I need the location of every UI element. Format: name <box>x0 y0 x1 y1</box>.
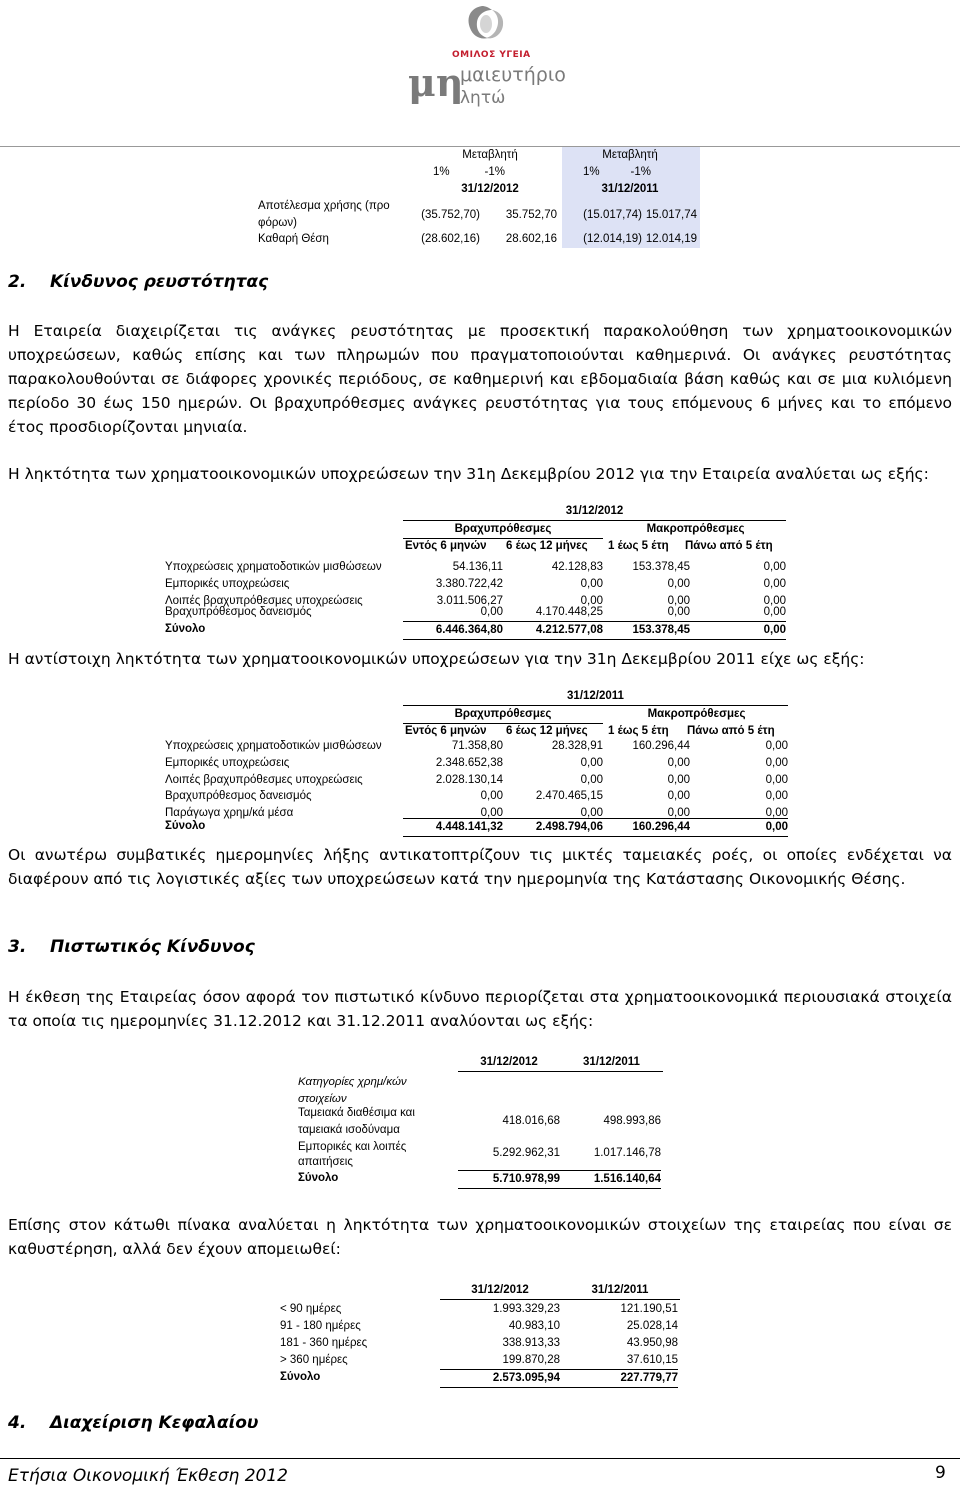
section-4-title: 4. Διαχείριση Κεφαλαίου <box>8 1413 259 1433</box>
mat2012-total-value: 4.212.577,08 <box>503 621 603 640</box>
mat2011-total-value: 0,00 <box>690 818 788 837</box>
overdue-total-value: 2.573.095,94 <box>440 1369 560 1388</box>
mat2012-col-header: Πάνω από 5 έτη <box>685 540 773 552</box>
mat2012-value: 3.011.506,27 <box>436 595 503 607</box>
mat2012-col-header: Εντός 6 μηνών <box>405 540 487 552</box>
mat2012-col-header: 1 έως 5 έτη <box>608 540 669 552</box>
mat2012-value: 4.170.448,25 <box>535 606 603 618</box>
mat2012-value: 0,00 <box>580 595 603 607</box>
credit-value: 418.016,68 <box>502 1115 560 1127</box>
logo-line1: μαιευτήριο <box>460 64 566 86</box>
mat2011-value: 0,00 <box>667 807 690 819</box>
credit-category-label: Κατηγορίες χρημ/κών <box>298 1076 407 1088</box>
mat2011-col-header: Εντός 6 μηνών <box>405 725 487 737</box>
mat2011-value: 0,00 <box>480 790 503 802</box>
section-3-paragraph-1: Η έκθεση της Εταιρείας όσον αφορά τον πιστωτικό κίνδυνο περιορίζεται στα χρηματοοικονομικά περιουσιακά στοιχεία τα οποία τις ημερομηνίες 31.12.2012 και 31.12.2011 αναλύονται ως εξής: <box>8 988 952 1030</box>
mat2011-row-label: Εμπορικές υποχρεώσεις <box>165 757 290 769</box>
mat2011-value: 0,00 <box>765 790 788 802</box>
logo-group-name: ΟΜΙΛΟΣ ΥΓΕΙΑ <box>452 50 531 60</box>
mat2012-row-label: Υποχρεώσεις χρηματοδοτικών μισθώσεων <box>165 561 382 573</box>
mat2012-total-value: 6.446.364,80 <box>403 621 503 640</box>
credit-row-label: Ταμειακά διαθέσιμα και <box>298 1107 415 1119</box>
mat2011-total-value: 4.448.141,32 <box>403 818 503 837</box>
sens-date-2011: 31/12/2011 <box>601 183 659 195</box>
section-2-title: 2. Κίνδυνος ρευστότητας <box>8 272 269 292</box>
mat2012-row-label: Εμπορικές υποχρεώσεις <box>165 578 290 590</box>
mat2012-short-header: Βραχυπρόθεσμες <box>403 521 603 539</box>
mat2012-value: 3.380.722,42 <box>435 578 503 590</box>
sens-value: (12.014,19) <box>583 233 642 245</box>
section-2-paragraph-2: Η ληκτότητα των χρηματοοικονομικών υποχρεώσεων την 31η Δεκεμβρίου 2012 για την Εταιρεία αναλύεται ως εξής: <box>8 465 929 483</box>
mat2012-value: 153.378,45 <box>632 561 690 573</box>
credit-value: 1.017.146,78 <box>593 1147 661 1159</box>
mat2012-value: 0,00 <box>580 578 603 590</box>
mat2012-value: 0,00 <box>763 561 786 573</box>
overdue-total-label: Σύνολο <box>280 1371 321 1383</box>
mat2012-value: 0,00 <box>763 606 786 618</box>
mat2011-value: 2.470.465,15 <box>535 790 603 802</box>
mat2011-value: 28.328,91 <box>551 740 603 752</box>
sens-value: 12.014,19 <box>645 233 697 245</box>
credit-total-label: Σύνολο <box>298 1172 339 1184</box>
logo-emblem-icon <box>400 0 570 50</box>
section-3-paragraph-2: Επίσης στον κάτωθι πίνακα αναλύεται η ληκτότητα των χρηματοοικονομικών στοιχείων της εταιρείας που είναι σε καθυστέρηση, αλλά δεν έχουν απομειωθεί: <box>8 1216 952 1258</box>
credit-value: 498.993,86 <box>603 1115 661 1127</box>
mat2012-value: 0,00 <box>763 578 786 590</box>
overdue-total-value: 227.779,77 <box>560 1369 678 1388</box>
mat2012-col-header: 6 έως 12 μήνες <box>506 540 588 552</box>
credit-date: 31/12/2011 <box>560 1054 663 1072</box>
mat2011-value: 0,00 <box>765 757 788 769</box>
sens-date-2012: 31/12/2012 <box>461 183 519 195</box>
footer-title: Ετήσια Οικονομική Έκθεση 2012 <box>8 1466 288 1486</box>
mat2012-value: 0,00 <box>667 578 690 590</box>
sens-value: (28.602,16) <box>421 233 480 245</box>
overdue-date: 31/12/2011 <box>560 1282 680 1300</box>
sens-pct: -1% <box>484 166 505 178</box>
mat2012-long-header: Μακροπρόθεσμες <box>646 523 745 535</box>
credit-category-label: στοιχείων <box>298 1093 347 1105</box>
mat2011-long-header: Μακροπρόθεσμες <box>647 708 746 720</box>
mat2011-row-label: Παράγωγα χρημ/κά μέσα <box>165 807 294 819</box>
mat2011-value: 2.348.652,38 <box>435 757 503 769</box>
sens-pct: 1% <box>583 166 600 178</box>
credit-row-label: Εμπορικές και λοιπές <box>298 1141 407 1153</box>
page-number: 9 <box>935 1463 946 1483</box>
credit-row-label: απαιτήσεις <box>298 1156 353 1168</box>
mat2012-value: 0,00 <box>667 595 690 607</box>
mat2011-total-value: 160.296,44 <box>603 818 690 837</box>
sens-row-label: Αποτέλεσμα χρήσης (προ <box>258 200 390 212</box>
sens-value: 35.752,70 <box>505 209 557 221</box>
overdue-value: 199.870,28 <box>502 1354 560 1366</box>
mat2011-short-header: Βραχυπρόθεσμες <box>403 706 603 724</box>
mat2011-col-header: Πάνω από 5 έτη <box>687 725 775 737</box>
mat2011-value: 160.296,44 <box>632 740 690 752</box>
sens-header-var-2011: Μεταβλητή <box>602 149 658 161</box>
mat2011-row-label: Λοιπές βραχυπρόθεσμες υποχρεώσεις <box>165 774 363 786</box>
sens-value: (35.752,70) <box>421 209 480 221</box>
mat2012-total-label: Σύνολο <box>165 623 206 635</box>
overdue-value: 121.190,51 <box>620 1303 678 1315</box>
credit-row-label: ταμειακά ισοδύναμα <box>298 1124 400 1136</box>
company-logo <box>400 0 570 115</box>
mat2011-value: 0,00 <box>580 757 603 769</box>
overdue-row-label: > 360 ημέρες <box>280 1354 348 1366</box>
mat2011-col-header: 6 έως 12 μήνες <box>506 725 588 737</box>
mat2012-value: 0,00 <box>763 595 786 607</box>
credit-exposure-table <box>295 1054 665 1189</box>
overdue-value: 338.913,33 <box>502 1337 560 1349</box>
overdue-date: 31/12/2012 <box>440 1282 560 1300</box>
mat2011-row-label: Βραχυπρόθεσμος δανεισμός <box>165 790 312 802</box>
footer-rule <box>0 1458 960 1459</box>
overdue-value: 43.950,98 <box>626 1337 678 1349</box>
mat2011-value: 0,00 <box>765 740 788 752</box>
logo-line2: λητώ <box>460 88 506 108</box>
sens-pct: 1% <box>433 166 450 178</box>
mat2012-value: 0,00 <box>667 606 690 618</box>
sens-value: 15.017,74 <box>645 209 697 221</box>
overdue-row-label: < 90 ημέρες <box>280 1303 342 1315</box>
mat2012-row-label: Λοιπές βραχυπρόθεσμες υποχρεώσεις <box>165 595 363 607</box>
overdue-value: 1.993.329,23 <box>492 1303 560 1315</box>
mat2011-date: 31/12/2011 <box>403 688 788 706</box>
mat2011-total-value: 2.498.794,06 <box>503 818 603 837</box>
overdue-value: 25.028,14 <box>626 1320 678 1332</box>
overdue-row-label: 181 - 360 ημέρες <box>280 1337 368 1349</box>
mat2011-row-label: Υποχρεώσεις χρηματοδοτικών μισθώσεων <box>165 740 382 752</box>
mat2012-value: 54.136,11 <box>452 561 503 573</box>
sens-value: 28.602,16 <box>505 233 557 245</box>
mat2011-value: 0,00 <box>765 807 788 819</box>
mat2011-value: 0,00 <box>667 774 690 786</box>
sens-row-label: φόρων) <box>258 217 297 229</box>
overdue-row-label: 91 - 180 ημέρες <box>280 1320 361 1332</box>
overdue-value: 37.610,15 <box>626 1354 678 1366</box>
section-2-paragraph-1: Η Εταιρεία διαχειρίζεται τις ανάγκες ρευστότητας με προσεκτική παρακολούθηση των χρηματοοικονομικών υποχρεώσεων, καθώς επίσης και των πληρωμών που πραγματοποιούνται καθημερινά. Οι ανάγκες ρευστότητας παρακολουθούνται σε διάφορες χρονικές περιόδους, σε καθημερινή και εβδομαδιαία βάση καθώς και σε μια κυλιόμενη περίοδο 30 έως 150 ημερών. Οι βραχυπρόθεσμες ανάγκες ρευστότητας για τους επόμενους 6 μήνες και το επόμενο έτος προσδιορίζονται μηνιαία. <box>8 322 952 436</box>
mat2011-value: 0,00 <box>580 807 603 819</box>
mat2012-value: 42.128,83 <box>551 561 603 573</box>
sens-value: (15.017,74) <box>583 209 642 221</box>
logo-mark-icon: μη <box>408 60 464 105</box>
mat2011-value: 0,00 <box>667 757 690 769</box>
mat2012-value: 0,00 <box>480 606 503 618</box>
mat2011-value: 0,00 <box>667 790 690 802</box>
overdue-aging-table <box>280 1282 685 1392</box>
mat2011-value: 2.028.130,14 <box>435 774 503 786</box>
mat2011-total-label: Σύνολο <box>165 820 206 832</box>
maturity-2011-table <box>165 688 795 838</box>
section-3-title: 3. Πιστωτικός Κίνδυνος <box>8 937 255 957</box>
mat2011-value: 0,00 <box>580 774 603 786</box>
mat2012-total-value: 0,00 <box>690 621 786 640</box>
mat2012-date: 31/12/2012 <box>403 503 786 521</box>
sens-pct: -1% <box>630 166 651 178</box>
mat2011-col-header: 1 έως 5 έτη <box>608 725 669 737</box>
mat2011-value: 0,00 <box>765 774 788 786</box>
overdue-value: 40.983,10 <box>508 1320 560 1332</box>
mat2012-total-value: 153.378,45 <box>603 621 690 640</box>
section-2-paragraph-4: Οι ανωτέρω συμβατικές ημερομηνίες λήξης αντικατοπτρίζουν τις μικτές ταμειακές ροές, οι οποίες ενδέχεται να διαφέρουν από τις λογιστικές αξίες των υποχρεώσεων κατά την ημερομηνία της Κατάστασης Οικονομικής Θέσης. <box>8 846 952 888</box>
maturity-2012-table <box>165 503 795 638</box>
credit-total-value: 1.516.140,64 <box>560 1170 661 1189</box>
sensitivity-table <box>255 147 705 248</box>
sens-header-var-2012: Μεταβλητή <box>462 149 518 161</box>
mat2011-value: 71.358,80 <box>451 740 503 752</box>
mat2011-value: 0,00 <box>480 807 503 819</box>
credit-value: 5.292.962,31 <box>492 1147 560 1159</box>
sens-row-label: Καθαρή Θέση <box>258 233 329 245</box>
credit-total-value: 5.710.978,99 <box>458 1170 560 1189</box>
section-2-paragraph-3: Η αντίστοιχη ληκτότητα των χρηματοοικονομικών υποχρεώσεων για την 31η Δεκεμβρίου 2011 είχε ως εξής: <box>8 650 865 668</box>
mat2012-row-label: Βραχυπρόθεσμος δανεισμός <box>165 606 312 618</box>
credit-date: 31/12/2012 <box>458 1054 560 1072</box>
